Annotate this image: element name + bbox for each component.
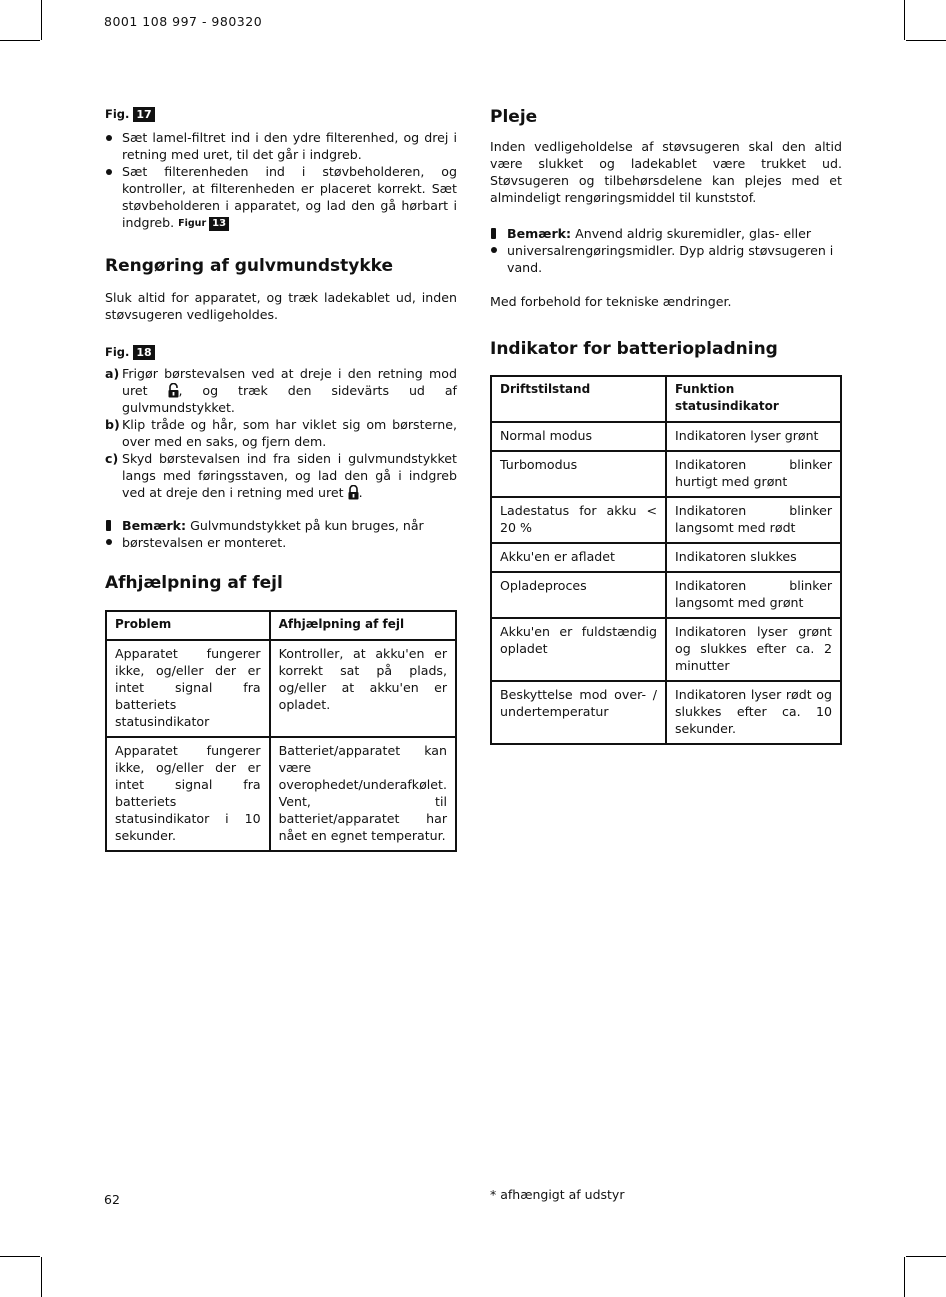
table-cell: Apparatet fungerer ikke, og/eller der er intet signal fra batteriets statusindikator bbox=[106, 640, 270, 737]
figure-number: 13 bbox=[209, 217, 229, 231]
table-cell: Akku'en er fuldstændig opladet bbox=[491, 618, 666, 681]
page-number: 62 bbox=[104, 1192, 120, 1207]
filter-steps bbox=[105, 129, 457, 232]
crop-mark-bottom-left-v bbox=[41, 1257, 42, 1297]
table-cell: Batteriet/apparatet kan være overophedet/underafkølet. Vent, til batteriet/apparatet har nået en egnet temperatur. bbox=[270, 737, 456, 851]
table-header-row bbox=[491, 376, 841, 422]
right-column bbox=[490, 106, 842, 745]
section-title-troubleshooting: Afhjælpning af fejl bbox=[105, 573, 283, 593]
crop-mark-top-left-h bbox=[0, 40, 40, 41]
table-cell: Turbomodus bbox=[491, 451, 666, 497]
table-cell: Apparatet fungerer ikke, og/eller der er intet signal fra batteriets statusindikator i 10 sekunder. bbox=[106, 737, 270, 851]
table-cell: Kontroller, at akku'en er korrekt sat på plads, og/eller at akku'en er opladet. bbox=[270, 640, 456, 737]
table-row bbox=[491, 497, 841, 543]
crop-mark-bottom-right-h bbox=[906, 1256, 946, 1257]
footnote: * afhængigt af udstyr bbox=[490, 1187, 625, 1202]
table-cell: Beskyttelse mod over- / undertemperatur bbox=[491, 681, 666, 744]
table-cell: Indikatoren blinker langsomt med rødt bbox=[666, 497, 841, 543]
figure-17-ref bbox=[105, 106, 457, 123]
figure-label: Fig. bbox=[105, 345, 130, 359]
table-row bbox=[106, 640, 456, 737]
brush-roll-steps bbox=[105, 365, 457, 501]
section-title-floor-nozzle: Rengøring af gulvmundstykke bbox=[105, 256, 394, 276]
table-cell: Indikatoren lyser grønt og slukkes efter ca. 2 minutter bbox=[666, 618, 841, 681]
table-cell: Indikatoren slukkes bbox=[666, 543, 841, 572]
crop-mark-top-right-v bbox=[904, 0, 905, 40]
table-cell: Opladeproces bbox=[491, 572, 666, 618]
paragraph-care: Inden vedligeholdelse af støvsugeren skal den altid være slukket og ladekablet være trukket ud. Støvsugeren og tilbehørsdelene kan plejes med et almindeligt rengøringsmiddel til kunststof. bbox=[490, 139, 842, 205]
note-care: Bemærk: Anvend aldrig skuremidler, glas- eller universalrengøringsmidler. Dyp aldrig støvsugeren i vand. bbox=[490, 225, 842, 276]
table-row bbox=[491, 681, 841, 744]
figure-18-ref bbox=[105, 344, 457, 361]
section-title-battery-indicator: Indikator for batteriopladning bbox=[490, 339, 778, 359]
column-header: Funktion statusindikator bbox=[666, 376, 841, 422]
column-header: Problem bbox=[106, 611, 270, 640]
table-cell: Indikatoren lyser grønt bbox=[666, 422, 841, 451]
table-row bbox=[491, 451, 841, 497]
column-header: Afhjælpning af fejl bbox=[270, 611, 456, 640]
table-cell: Indikatoren lyser rødt og slukkes efter ca. 10 sekunder. bbox=[666, 681, 841, 744]
table-row bbox=[491, 572, 841, 618]
figure-13-ref bbox=[178, 215, 229, 232]
crop-mark-bottom-left-h bbox=[0, 1256, 40, 1257]
figure-number: 18 bbox=[133, 345, 154, 360]
table-row bbox=[491, 618, 841, 681]
table-row bbox=[491, 422, 841, 451]
list-item: a) Frigør børstevalsen ved at dreje i den retning mod uret , og træk den sidevärts ud af gulvmundstykket. bbox=[105, 366, 457, 415]
battery-indicator-table bbox=[490, 375, 842, 745]
list-item: Sæt filterenheden ind i støvbeholderen, og kontroller, at filterenheden er placeret korrekt. Sæt støvbeholderen i apparatet, og lad den gå hørbart i indgreb. Figur 13 bbox=[105, 163, 457, 232]
table-cell: Akku'en er afladet bbox=[491, 543, 666, 572]
list-item: b) Klip tråde og hår, som har viklet sig om børsterne, over med en saks, og fjern dem. bbox=[105, 417, 457, 449]
left-column bbox=[105, 106, 457, 852]
document-code: 8001 108 997 - 980320 bbox=[104, 14, 263, 29]
exclamation-icon bbox=[491, 228, 496, 239]
crop-mark-top-right-h bbox=[906, 40, 946, 41]
troubleshooting-table bbox=[105, 610, 457, 852]
paragraph-intro: Sluk altid for apparatet, og træk ladekablet ud, inden støvsugeren vedligeholdes. bbox=[105, 290, 457, 322]
table-cell: Indikatoren blinker hurtigt med grønt bbox=[666, 451, 841, 497]
list-item: c) Skyd børstevalsen ind fra siden i gulvmundstykket langs med føringsstaven, og lad den gå i indgreb ved at dreje den i retning med uret . bbox=[105, 451, 457, 500]
table-cell: Indikatoren blinker langsomt med grønt bbox=[666, 572, 841, 618]
exclamation-icon bbox=[106, 520, 111, 531]
unlock-icon bbox=[168, 383, 179, 398]
figure-label: Figur bbox=[178, 218, 207, 229]
figure-label: Fig. bbox=[105, 107, 130, 121]
crop-mark-top-left-v bbox=[41, 0, 42, 40]
list-item: Sæt lamel-filtret ind i den ydre filterenhed, og drej i retning med uret, til det går i indgreb. bbox=[105, 129, 457, 163]
figure-number: 17 bbox=[133, 107, 154, 122]
table-row bbox=[491, 543, 841, 572]
technical-reservation: Med forbehold for tekniske ændringer. bbox=[490, 294, 732, 309]
table-cell: Normal modus bbox=[491, 422, 666, 451]
section-title-care: Pleje bbox=[490, 107, 538, 127]
column-header: Driftstilstand bbox=[491, 376, 666, 422]
table-header-row bbox=[106, 611, 456, 640]
note-floor-nozzle: Bemærk: Gulvmundstykket på kun bruges, når børstevalsen er monteret. bbox=[105, 517, 457, 551]
table-cell: Ladestatus for akku < 20 % bbox=[491, 497, 666, 543]
table-row bbox=[106, 737, 456, 851]
lock-icon bbox=[348, 485, 359, 500]
crop-mark-bottom-right-v bbox=[904, 1257, 905, 1297]
